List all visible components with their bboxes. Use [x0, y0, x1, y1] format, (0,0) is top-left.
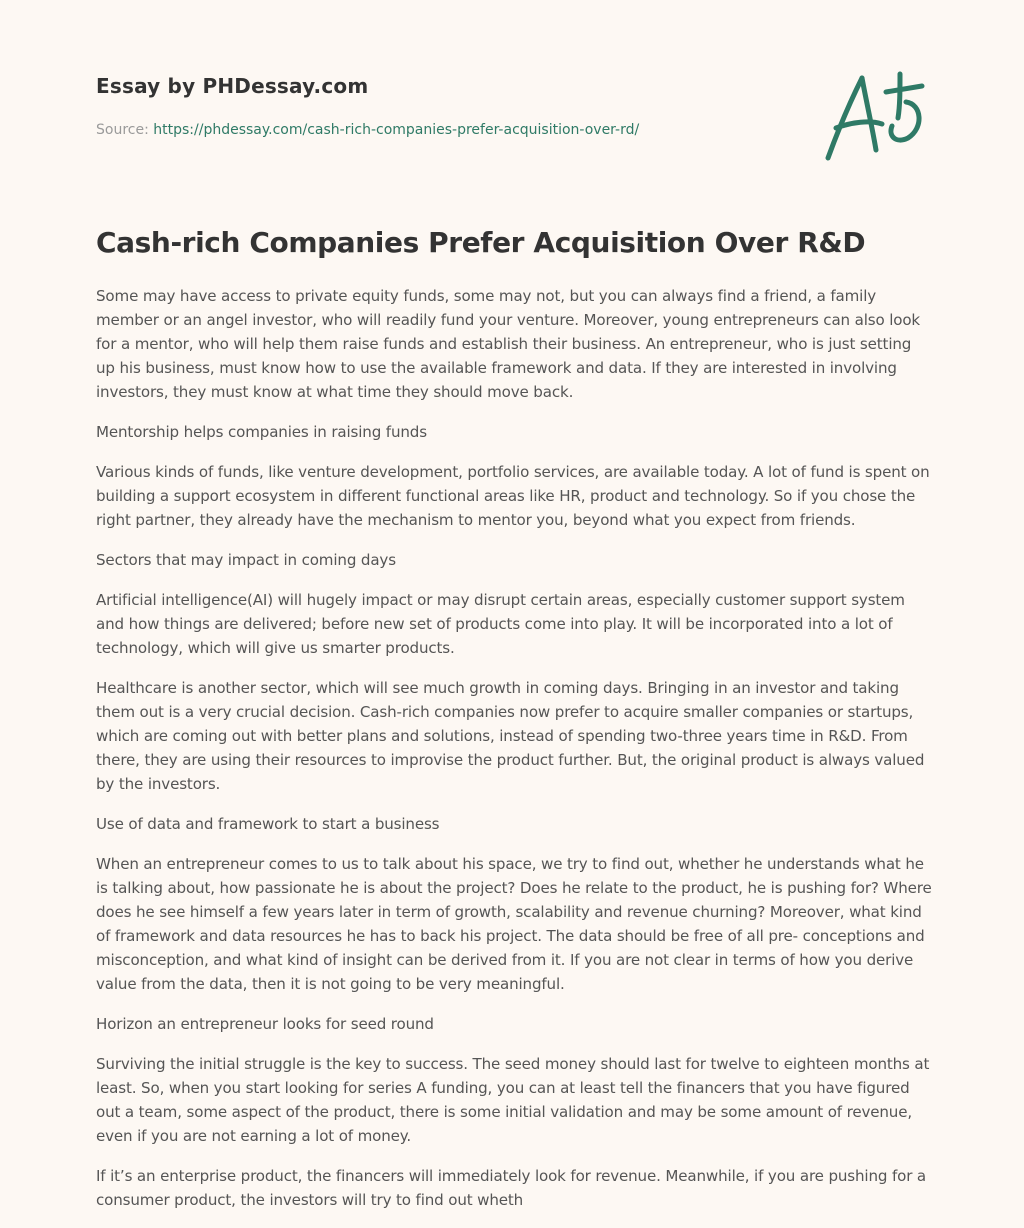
article-body	[96, 284, 932, 1228]
paragraph: Healthcare is another sector, which will see much growth in coming days. Bringing in an investor and taking them out is a very crucial decision. Cash-rich companies now prefer to acquire smaller companies or startups, which are coming out with better plans and solutions, instead of spending two-three years time in R&D. From there, they are using their resources to improvise the product further. But, the original product is always valued by the investors.	[96, 679, 925, 793]
paragraph: If it’s an enterprise product, the financers will immediately look for revenue. Meanwhile, if you are pushing for a consumer product, the investors will try to find out wheth	[96, 1167, 927, 1209]
paragraph: Some may have access to private equity funds, some may not, but you can always find a friend, a family member or an angel investor, who will readily fund your venture. Moreover, young entrepreneurs can also look for a mentor, who will help them raise funds and establish their business. An entrepreneur, who is just setting up his business, must know how to use the available framework and data. If they are interested in involving investors, they must know at what time they should move back.	[96, 287, 921, 401]
paragraph: Surviving the initial struggle is the key to success. The seed money should last for twelve to eighteen months at least. So, when you start looking for series A funding, you can at least tell the financers that you have figured out a team, some aspect of the product, there is some initial validation and may be some amount of revenue, even if you are not earning a lot of money.	[96, 1055, 930, 1145]
section-subheading: Horizon an entrepreneur looks for seed round	[96, 1015, 434, 1033]
site-brand: Essay by PHDessay.com	[96, 74, 369, 98]
paragraph: Various kinds of funds, like venture development, portfolio services, are available today. A lot of fund is spent on building a support ecosystem in different functional areas like HR, product and technology. So if you chose the right partner, they already have the mechanism to mentor you, beyond what you expect from friends.	[96, 463, 930, 529]
page-header	[96, 74, 796, 138]
source-label: Source:	[96, 122, 149, 138]
source-line	[96, 122, 796, 138]
a-plus-logo-icon	[822, 66, 926, 164]
article-title: Cash-rich Companies Prefer Acquisition Over R&D	[96, 226, 866, 259]
paragraph: When an entrepreneur comes to us to talk about his space, we try to find out, whether he understands what he is talking about, how passionate he is about the project? Does he relate to the product, he is pushing for? Where does he see himself a few years later in term of growth, scalability and revenue churning? Moreover, what kind of framework and data resources he has to back his project. The data should be free of all pre- conceptions and misconception, and what kind of insight can be derived from it. If you are not clear in terms of how you derive value from the data, then it is not going to be very meaningful.	[96, 855, 932, 993]
paragraph: Artificial intelligence(AI) will hugely impact or may disrupt certain areas, especially customer support system and how things are delivered; before new set of products come into play. It will be incorporated into a lot of technology, which will give us smarter products.	[96, 591, 905, 657]
section-subheading: Sectors that may impact in coming days	[96, 551, 396, 569]
source-link[interactable]: https://phdessay.com/cash-rich-companies-prefer-acquisition-over-rd/	[153, 122, 640, 138]
section-subheading: Use of data and framework to start a business	[96, 815, 440, 833]
section-subheading: Mentorship helps companies in raising funds	[96, 423, 427, 441]
